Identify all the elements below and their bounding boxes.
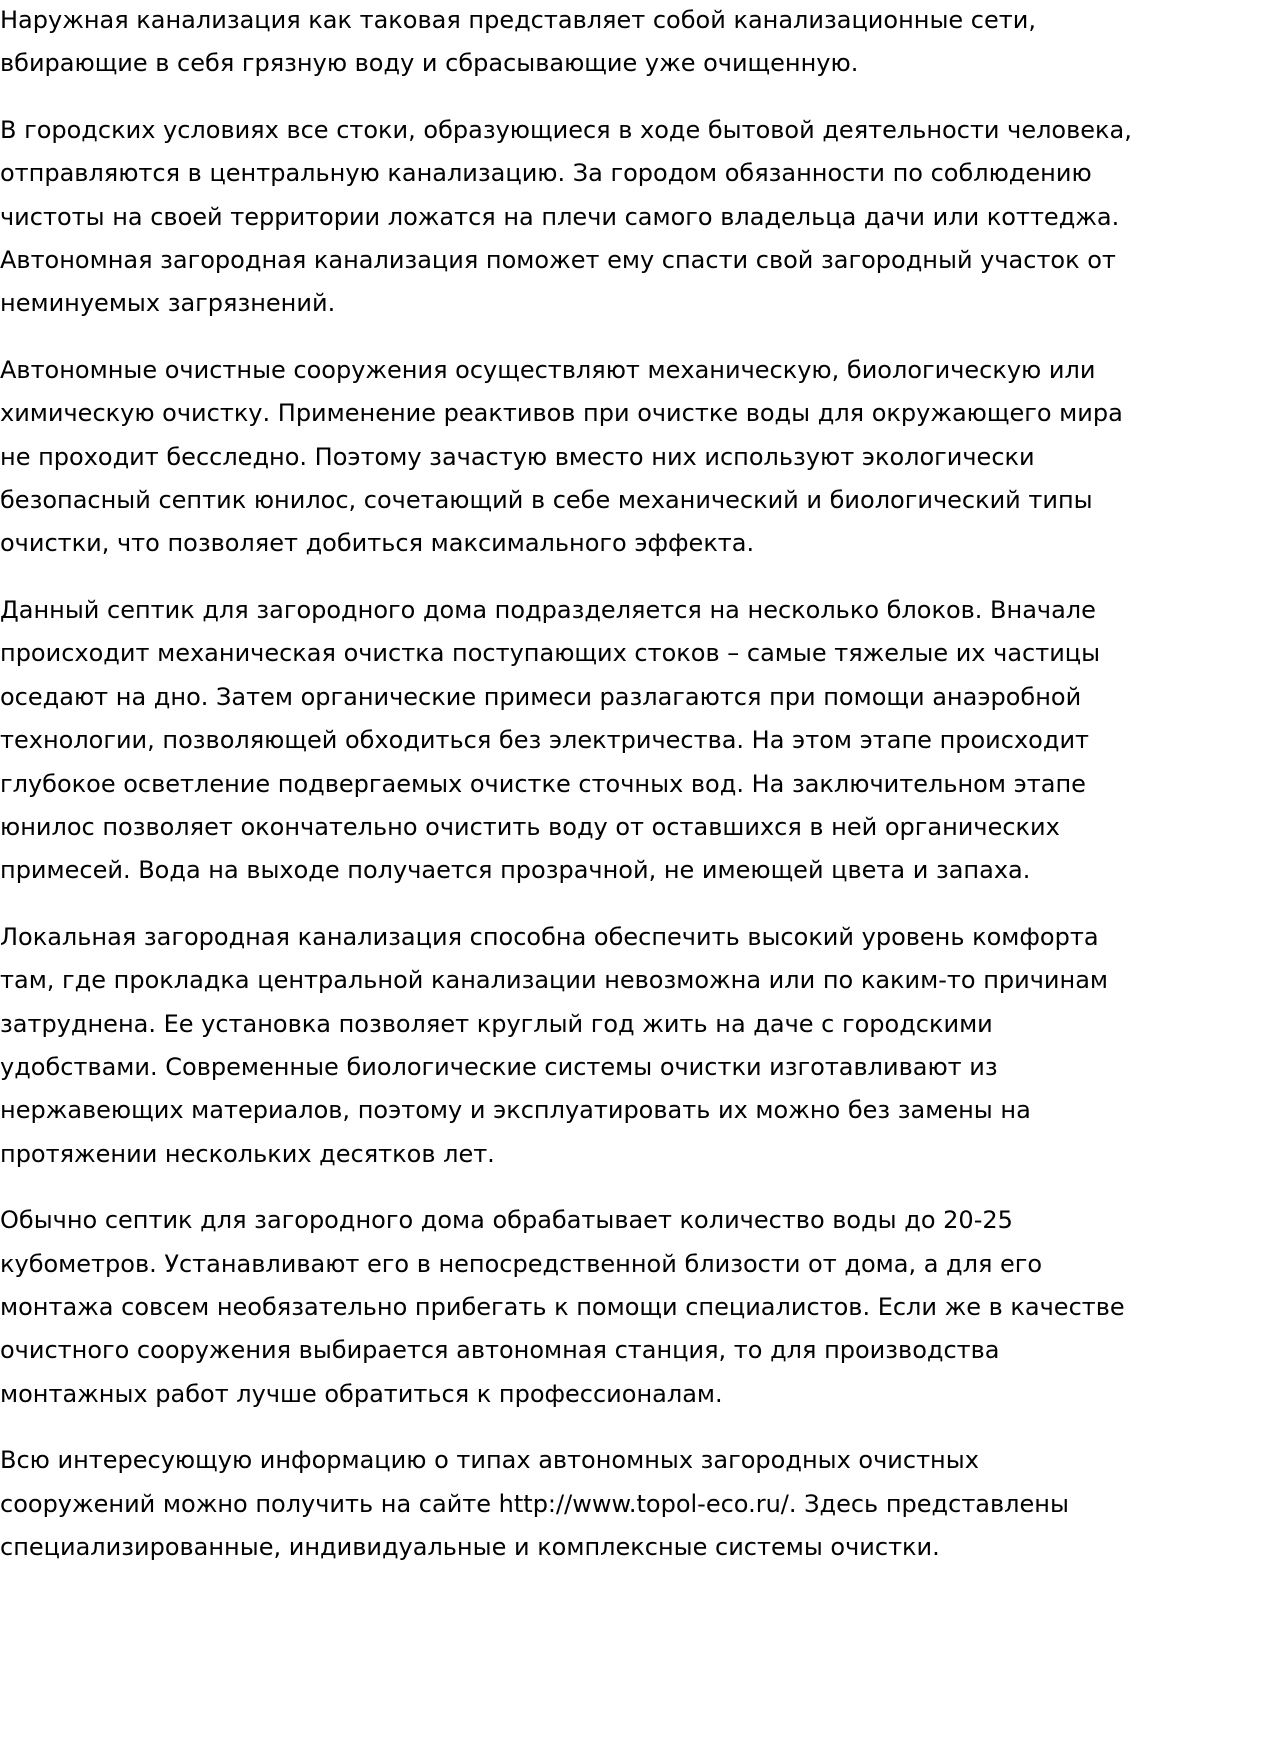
paragraph-treatment-types: Автономные очистные сооружения осуществляют механическую, биологическую или химическую очистку. Применение реактивов при очистке воды для окружающего мира не проходит бесследно. Поэтому зачастую вместо них используют экологически безопасный септик юнилос, сочетающий в себе механический и биологический типы очистки, что позволяет добиться максимального эффекта. bbox=[0, 355, 1123, 558]
paragraph-intro: Наружная канализация как таковая представляет собой канализационные сети, вбирающие в себя грязную воду и сбрасывающие уже очищенную. bbox=[0, 6, 1036, 78]
paragraph-city-conditions: В городских условиях все стоки, образующиеся в ходе бытовой деятельности человека, отправляются в центральную канализацию. За городом обязанности по соблюдению чистоты на своей территории ложатся на плечи самого владельца дачи или коттеджа. Автономная загородная канализация поможет ему спасти свой загородный участок от неминуемых загрязнений. bbox=[0, 115, 1132, 318]
paragraph-more-info: Всю интересующую информацию о типах автономных загородных очистных сооружений можно получить на сайте http://www.topol-eco.ru/. Здесь представлены специализированные, индивидуальные и комплексные системы очистки. bbox=[0, 1446, 1069, 1561]
paragraph-capacity: Обычно септик для загородного дома обрабатывает количество воды до 20-25 кубометров. Устанавливают его в непосредственной близости от дома, а для его монтажа совсем необязательно прибегать к помощи специалистов. Если же в качестве очистного сооружения выбирается автономная станция, то для производства монтажных работ лучше обратиться к профессионалам. bbox=[0, 1206, 1125, 1408]
paragraph-septic-blocks: Данный септик для загородного дома подразделяется на несколько блоков. Вначале происходит механическая очистка поступающих стоков – самые тяжелые их частицы оседают на дно. Затем органические примеси разлагаются при помощи анаэробной технологии, позволяющей обходиться без электричества. На этом этапе происходит глубокое осветление подвергаемых очистке сточных вод. На заключительном этапе юнилос позволяет окончательно очистить воду от оставшихся в ней органических примесей. Вода на выходе получается прозрачной, не имеющей цвета и запаха. bbox=[0, 595, 1101, 885]
paragraph-comfort: Локальная загородная канализация способна обеспечить высокий уровень комфорта там, где прокладка центральной канализации невозможна или по каким-то причинам затруднена. Ее установка позволяет круглый год жить на даче с городскими удобствами. Современные биологические системы очистки изготавливают из нержавеющих материалов, поэтому и эксплуатировать их можно без замены на протяжении нескольких десятков лет. bbox=[0, 922, 1109, 1168]
